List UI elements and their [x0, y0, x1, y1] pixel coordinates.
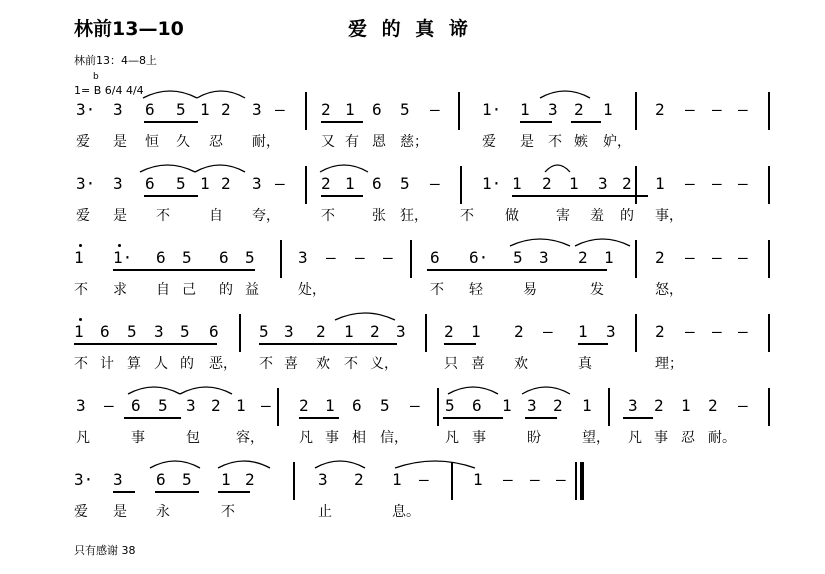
lyric-syllable: 害: [556, 208, 570, 224]
lyric-syllable: 凡: [628, 430, 642, 446]
note: 1·: [113, 248, 133, 267]
lyric-syllable: 又: [321, 134, 335, 150]
note: 2: [370, 322, 380, 341]
note: –: [712, 248, 722, 267]
note: 5: [176, 100, 186, 119]
lyric-syllable: 求: [113, 282, 127, 298]
note: 1: [74, 322, 84, 341]
note: 2: [299, 396, 309, 415]
slur: [128, 387, 180, 394]
lyric-syllable: 忍: [209, 134, 223, 150]
note: –: [503, 470, 513, 489]
note: 3·: [74, 470, 94, 489]
slur: [540, 91, 590, 98]
note: –: [556, 470, 566, 489]
note: 5: [176, 174, 186, 193]
note: 6: [472, 396, 482, 415]
note: 2: [316, 322, 326, 341]
lyric-syllable: 忍: [681, 430, 695, 446]
lyric-syllable: 事: [472, 430, 486, 446]
note: 1: [582, 396, 592, 415]
note: 5: [513, 248, 523, 267]
lyric-syllable: 凡: [299, 430, 313, 446]
note: 6: [372, 174, 382, 193]
note: 3: [252, 100, 262, 119]
note: –: [419, 470, 429, 489]
key-signature: 1= B 6/4 4/4: [74, 84, 144, 97]
note: 1: [655, 174, 665, 193]
lyric-syllable: 自: [156, 282, 170, 298]
lyric-syllable: 是: [113, 134, 127, 150]
slur: [448, 387, 498, 394]
note: 3: [628, 396, 638, 415]
note: 1: [520, 100, 530, 119]
lyric-syllable: 人: [154, 356, 168, 372]
note: 1: [325, 396, 335, 415]
lyric-syllable: 事: [654, 430, 668, 446]
lyric-syllable: 耐。: [708, 430, 736, 446]
note: –: [261, 396, 271, 415]
note: –: [104, 396, 114, 415]
note: –: [355, 248, 365, 267]
note: 6: [131, 396, 141, 415]
note: 6: [145, 174, 155, 193]
lyric-syllable: 做: [505, 208, 519, 224]
lyric-syllable: 不: [259, 356, 273, 372]
note: –: [712, 174, 722, 193]
key-flat-mark: b: [93, 72, 99, 82]
note: 3: [284, 322, 294, 341]
note: –: [530, 470, 540, 489]
lyric-syllable: 喜: [471, 356, 485, 372]
lyric-syllable: 发: [590, 282, 604, 298]
slur: [510, 239, 570, 246]
scripture-reference: 林前13：4—8上: [74, 54, 157, 67]
note: 5: [445, 396, 455, 415]
note: –: [738, 322, 748, 341]
lyric-syllable: 嫉: [574, 134, 588, 150]
note: 2: [654, 396, 664, 415]
lyric-syllable: 爱: [482, 134, 496, 150]
lyric-syllable: 盼: [527, 430, 541, 446]
note: 5: [182, 248, 192, 267]
note: 1·: [482, 100, 502, 119]
note: –: [275, 174, 285, 193]
note: 5: [158, 396, 168, 415]
slur: [575, 239, 630, 246]
lyric-syllable: 义，: [370, 356, 398, 372]
lyric-syllable: 息。: [392, 504, 420, 520]
lyric-syllable: 爱: [76, 208, 90, 224]
note: 1: [74, 248, 84, 267]
lyric-syllable: 爱: [76, 134, 90, 150]
lyric-syllable: 易: [523, 282, 537, 298]
lyric-syllable: 欢: [514, 356, 528, 372]
slur: [197, 91, 245, 98]
lyric-syllable: 只: [444, 356, 458, 372]
note: 6: [372, 100, 382, 119]
note: 2: [542, 174, 552, 193]
lyric-syllable: 狂，: [400, 208, 428, 224]
note: 2: [321, 174, 331, 193]
lyric-syllable: 妒，: [603, 134, 631, 150]
note: –: [738, 174, 748, 193]
slur: [140, 165, 195, 172]
note: 3: [252, 174, 262, 193]
lyric-syllable: 是: [113, 504, 127, 520]
note: 2: [321, 100, 331, 119]
note: 1: [473, 470, 483, 489]
note: 6: [430, 248, 440, 267]
slur: [395, 461, 475, 468]
note: 1: [681, 396, 691, 415]
lyric-syllable: 真: [578, 356, 592, 372]
note: 1: [512, 174, 522, 193]
slur: [320, 165, 368, 172]
note: 1: [221, 470, 231, 489]
note: –: [738, 248, 748, 267]
lyric-syllable: 恒: [145, 134, 159, 150]
note: 1: [569, 174, 579, 193]
lyric-syllable: 久: [176, 134, 190, 150]
slur: [150, 461, 200, 468]
lyric-syllable: 事: [325, 430, 339, 446]
slur: [522, 387, 570, 394]
note: 6·: [469, 248, 489, 267]
lyric-syllable: 事，: [655, 208, 683, 224]
note: 1: [604, 248, 614, 267]
lyric-syllable: 轻: [469, 282, 483, 298]
note: 1: [392, 470, 402, 489]
note: 1: [200, 100, 210, 119]
note: 5: [182, 470, 192, 489]
note: 2: [221, 174, 231, 193]
lyric-syllable: 信，: [380, 430, 408, 446]
lyric-syllable: 怒，: [655, 282, 683, 298]
note: 1: [200, 174, 210, 193]
note: 1: [236, 396, 246, 415]
note: –: [275, 100, 285, 119]
lyric-syllable: 爱: [74, 504, 88, 520]
lyric-syllable: 的: [180, 356, 194, 372]
lyric-syllable: 相: [352, 430, 366, 446]
note: 3: [539, 248, 549, 267]
note: –: [685, 174, 695, 193]
slur: [180, 387, 232, 394]
note: –: [738, 100, 748, 119]
note: 3: [76, 396, 86, 415]
note: 6: [209, 322, 219, 341]
lyric-syllable: 不: [156, 208, 170, 224]
lyric-syllable: 计: [100, 356, 114, 372]
lyric-syllable: 的: [620, 208, 634, 224]
lyric-syllable: 不: [221, 504, 235, 520]
note: –: [685, 100, 695, 119]
slur: [545, 165, 570, 172]
note: –: [685, 322, 695, 341]
note: 1·: [482, 174, 502, 193]
lyric-syllable: 有: [345, 134, 359, 150]
note: 1: [344, 322, 354, 341]
lyric-syllable: 欢: [316, 356, 330, 372]
note: 6: [352, 396, 362, 415]
lyric-syllable: 不: [74, 282, 88, 298]
lyric-syllable: 凡: [76, 430, 90, 446]
note: –: [685, 248, 695, 267]
note: 2: [622, 174, 632, 193]
lyric-syllable: 处，: [298, 282, 326, 298]
note: 3: [598, 174, 608, 193]
note: 3: [548, 100, 558, 119]
lyric-syllable: 包: [186, 430, 200, 446]
hymn-number: 林前13—10: [74, 18, 184, 40]
note: –: [738, 396, 748, 415]
slur: [315, 461, 365, 468]
note: –: [326, 248, 336, 267]
lyric-syllable: 恶，: [209, 356, 237, 372]
note: 3: [298, 248, 308, 267]
note: 5: [380, 396, 390, 415]
note: 2: [444, 322, 454, 341]
note: 2: [221, 100, 231, 119]
lyric-syllable: 己: [182, 282, 196, 298]
note: 6: [156, 248, 166, 267]
note: 2: [245, 470, 255, 489]
note: –: [410, 396, 420, 415]
slur: [335, 313, 395, 320]
note: 5: [180, 322, 190, 341]
lyric-syllable: 羞: [590, 208, 604, 224]
note: –: [430, 100, 440, 119]
lyric-syllable: 夸，: [252, 208, 280, 224]
note: 5: [259, 322, 269, 341]
source-footer: 只有感谢 38: [74, 544, 136, 557]
note: 6: [145, 100, 155, 119]
lyric-syllable: 不: [548, 134, 562, 150]
lyric-syllable: 事: [131, 430, 145, 446]
note: 6: [100, 322, 110, 341]
note: 1: [502, 396, 512, 415]
note: 2: [354, 470, 364, 489]
note: 5: [400, 100, 410, 119]
lyric-syllable: 喜: [284, 356, 298, 372]
lyric-syllable: 不: [430, 282, 444, 298]
lyric-syllable: 耐，: [252, 134, 280, 150]
slur: [143, 91, 197, 98]
note: 3: [186, 396, 196, 415]
note: –: [712, 100, 722, 119]
note: 5: [245, 248, 255, 267]
note: 3: [318, 470, 328, 489]
note: 5: [127, 322, 137, 341]
lyric-syllable: 自: [209, 208, 223, 224]
note: 2: [708, 396, 718, 415]
note: 2: [211, 396, 221, 415]
lyric-syllable: 是: [520, 134, 534, 150]
lyric-syllable: 止: [318, 504, 332, 520]
note: 6: [219, 248, 229, 267]
lyric-syllable: 凡: [445, 430, 459, 446]
note: 2: [574, 100, 584, 119]
lyric-syllable: 容，: [236, 430, 264, 446]
slur: [195, 165, 245, 172]
lyric-syllable: 算: [127, 356, 141, 372]
note: 3·: [76, 174, 96, 193]
note: –: [712, 322, 722, 341]
note: –: [430, 174, 440, 193]
note: 2: [655, 100, 665, 119]
lyric-syllable: 恩: [372, 134, 386, 150]
note: 6: [156, 470, 166, 489]
note: 1: [345, 174, 355, 193]
lyric-syllable: 望，: [582, 430, 610, 446]
note: –: [383, 248, 393, 267]
note: 2: [578, 248, 588, 267]
lyric-syllable: 不: [74, 356, 88, 372]
note: 3: [113, 100, 123, 119]
lyric-syllable: 的: [219, 282, 233, 298]
note: 2: [553, 396, 563, 415]
lyric-syllable: 理；: [655, 356, 683, 372]
note: 5: [400, 174, 410, 193]
note: –: [543, 322, 553, 341]
note: 1: [345, 100, 355, 119]
note: 3·: [76, 100, 96, 119]
note: 2: [655, 248, 665, 267]
note: 1: [603, 100, 613, 119]
hymn-title: 爱 的 真 谛: [348, 18, 472, 40]
lyric-syllable: 张: [372, 208, 386, 224]
note: 3: [606, 322, 616, 341]
lyric-syllable: 不: [321, 208, 335, 224]
lyric-syllable: 永: [156, 504, 170, 520]
slur: [218, 461, 270, 468]
note: 3: [154, 322, 164, 341]
note: 3: [396, 322, 406, 341]
lyric-syllable: 益: [245, 282, 259, 298]
lyric-syllable: 不: [344, 356, 358, 372]
lyric-syllable: 是: [113, 208, 127, 224]
note: 3: [527, 396, 537, 415]
lyric-syllable: 不: [460, 208, 474, 224]
note: 2: [514, 322, 524, 341]
lyric-syllable: 慈；: [400, 134, 428, 150]
note: 3: [113, 470, 123, 489]
note: 1: [578, 322, 588, 341]
note: 1: [471, 322, 481, 341]
note: 2: [655, 322, 665, 341]
note: 3: [113, 174, 123, 193]
